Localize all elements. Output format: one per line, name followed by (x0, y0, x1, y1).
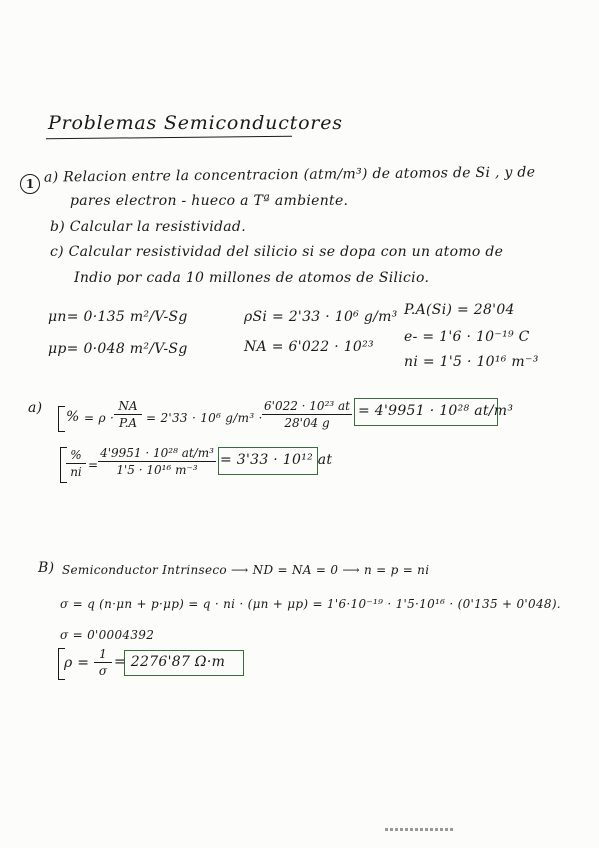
fraction-bar (94, 662, 112, 663)
question-a-line2: pares electron - hueco a Tª ambiente. (70, 193, 349, 209)
electron-charge: e- = 1'6 · 10⁻¹⁹ C (404, 329, 530, 345)
title-underline (46, 136, 292, 140)
fraction-numerator: 6'022 · 10²³ at (264, 399, 350, 413)
avogadro-number: NA = 6'022 · 10²³ (244, 339, 374, 355)
ratio-value-fraction (98, 446, 216, 477)
conductivity-formula: σ = q (n·μn + p·μp) = q · ni · (μn + μp) = 1'6·10⁻¹⁹ · 1'5·10¹⁶ · (0'135 + 0'048). (60, 597, 561, 611)
conductivity-value: σ = 0'0004392 (60, 628, 155, 642)
resistivity-fraction (94, 647, 112, 678)
fraction-numerator: % (70, 448, 82, 462)
footer-mark (385, 828, 455, 831)
fraction-bar (262, 414, 352, 415)
fraction-denominator: 1'5 · 10¹⁶ m⁻³ (116, 463, 198, 477)
fraction-bar (114, 414, 142, 415)
fraction-numerator: NA (118, 399, 138, 413)
density-term: = 2'33 · 10⁶ g/m³ · (146, 411, 263, 425)
fraction-denominator: P.A (118, 416, 138, 430)
result-bracket (58, 406, 65, 432)
fraction-numerator: 1 (99, 647, 107, 661)
solution-a-label: a) (28, 400, 43, 416)
question-c-line2: Indio por cada 10 millones de atomos de Silicio. (74, 270, 430, 286)
silicon-density: ρSi = 2'33 · 10⁶ g/m³ (244, 309, 398, 325)
fraction-denominator: σ (98, 664, 108, 678)
concentration-result: = 4'9951 · 10²⁸ at/m³ (358, 403, 514, 419)
problem-number-badge: 1 (20, 174, 40, 194)
fraction-denominator: 28'04 g (284, 416, 330, 430)
resistivity-result: = 2276'87 Ω·m (114, 654, 226, 670)
equals-rho: = ρ · (84, 411, 115, 425)
fraction-numerator: 4'9951 · 10²⁸ at/m³ (100, 446, 214, 460)
fraction-avogadro-weight (262, 399, 352, 430)
atomic-weight: P.A(Si) = 28'04 (404, 302, 515, 318)
mobility-electrons: μn= 0·135 m²/V-Sg (48, 309, 188, 325)
fraction-bar (66, 463, 86, 464)
mobility-holes: μp= 0·048 m²/V-Sg (48, 341, 188, 357)
intrinsic-condition: Semiconductor Intrinseco ⟶ ND = NA = 0 ⟶ n = p = ni (62, 563, 430, 577)
concentration-symbol: % (66, 409, 80, 425)
intrinsic-concentration: ni = 1'5 · 10¹⁶ m⁻³ (404, 354, 539, 370)
solution-b-label: B) (38, 560, 55, 576)
fraction-denominator: ni (70, 465, 82, 479)
ratio-result: = 3'33 · 10¹² at (220, 452, 333, 468)
ratio-equals: = (88, 458, 99, 472)
fraction-bar (98, 461, 216, 462)
question-b: b) Calcular la resistividad. (50, 219, 246, 235)
page-title: Problemas Semiconductores (48, 112, 343, 134)
resistivity-symbol: ρ = (64, 655, 90, 671)
question-c-line1: c) Calcular resistividad del silicio si se dopa con un atomo de (50, 244, 504, 260)
ratio-fraction (66, 448, 86, 479)
fraction-na-pa (114, 399, 142, 430)
question-a-line1: a) Relacion entre la concentracion (atm/m³) de atomos de Si , y de (43, 164, 536, 186)
